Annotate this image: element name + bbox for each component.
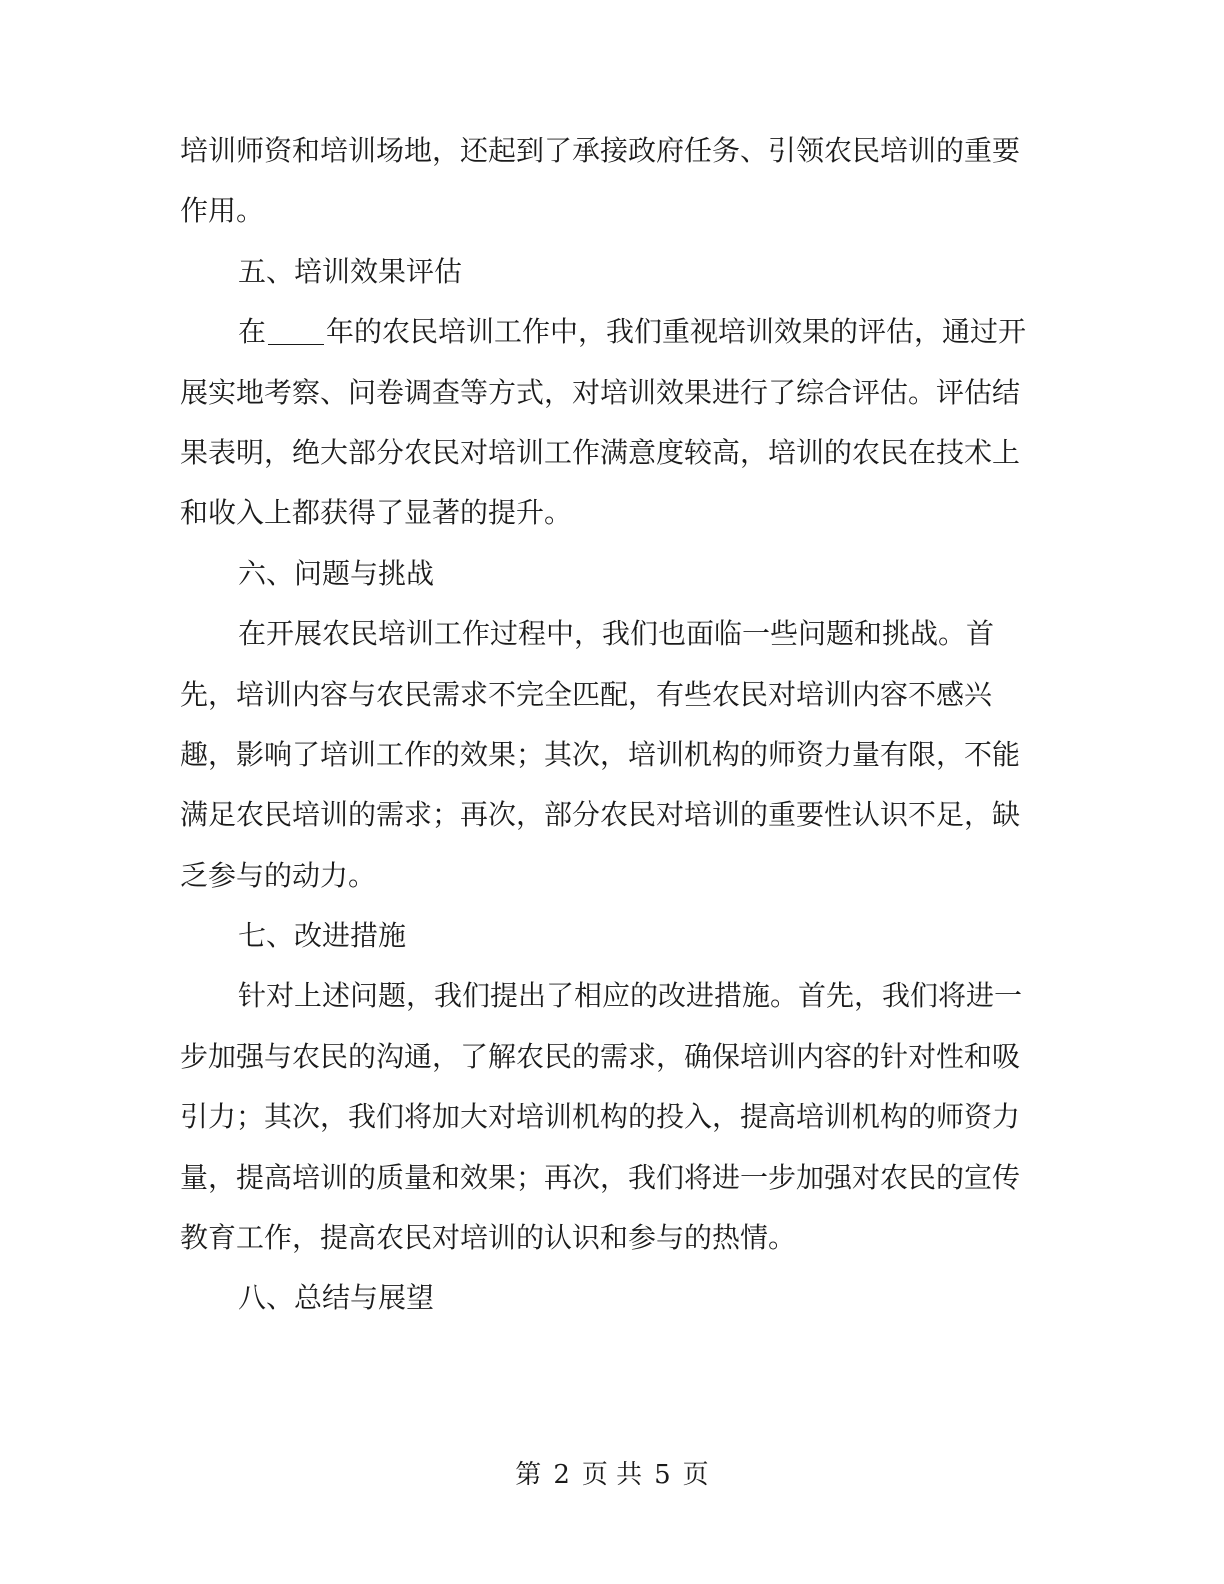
footer-prefix: 第 (515, 1460, 542, 1490)
section-heading-5: 五、培训效果评估 (238, 254, 463, 288)
text-before-blank: 在 (238, 315, 267, 349)
paragraph-line: 量，提高培训的质量和效果；再次，我们将进一步加强对农民的宣传 (180, 1160, 1021, 1194)
section-heading-6: 六、问题与挑战 (238, 556, 435, 590)
paragraph-line: 满足农民培训的需求；再次，部分农民对培训的重要性认识不足，缺 (180, 798, 1021, 832)
paragraph-line: 展实地考察、问卷调查等方式，对培训效果进行了综合评估。评估结 (180, 375, 1021, 409)
paragraph-line: 引力；其次，我们将加大对培训机构的投入，提高培训机构的师资力 (180, 1100, 1021, 1134)
footer-middle: 页 共 (581, 1460, 643, 1490)
paragraph-line: 乏参与的动力。 (180, 858, 377, 892)
section-heading-7: 七、改进措施 (238, 919, 407, 953)
total-pages-number: 5 (654, 1460, 671, 1490)
footer-suffix: 页 (682, 1460, 709, 1490)
text-after-blank: 年的农民培训工作中，我们重视培训效果的评估，通过开 (326, 315, 1027, 349)
paragraph-line-with-blank (180, 302, 1027, 362)
paragraph-line: 趣，影响了培训工作的效果；其次，培训机构的师资力量有限，不能 (180, 737, 1021, 771)
paragraph-line: 培训师资和培训场地，还起到了承接政府任务、引领农民培训的重要 (180, 134, 1021, 167)
paragraph-line: 作用。 (180, 194, 265, 228)
fill-in-blank (268, 314, 324, 345)
paragraph-line: 针对上述问题，我们提出了相应的改进措施。首先，我们将进一 (238, 979, 1023, 1013)
paragraph-line: 步加强与农民的沟通，了解农民的需求，确保培训内容的针对性和吸 (180, 1039, 1021, 1073)
paragraph-line: 先，培训内容与农民需求不完全匹配，有些农民对培训内容不感兴 (180, 677, 993, 711)
current-page-number: 2 (553, 1460, 570, 1490)
document-body (180, 121, 1027, 1329)
paragraph-line: 果表明，绝大部分农民对培训工作满意度较高，培训的农民在技术上 (180, 435, 1021, 469)
paragraph-line: 和收入上都获得了显著的提升。 (180, 496, 573, 530)
paragraph-line: 在开展农民培训工作过程中，我们也面临一些问题和挑战。首 (238, 617, 995, 651)
section-heading-8: 八、总结与展望 (238, 1281, 435, 1315)
page-footer (0, 1460, 1224, 1490)
paragraph-line: 教育工作，提高农民对培训的认识和参与的热情。 (180, 1221, 797, 1255)
